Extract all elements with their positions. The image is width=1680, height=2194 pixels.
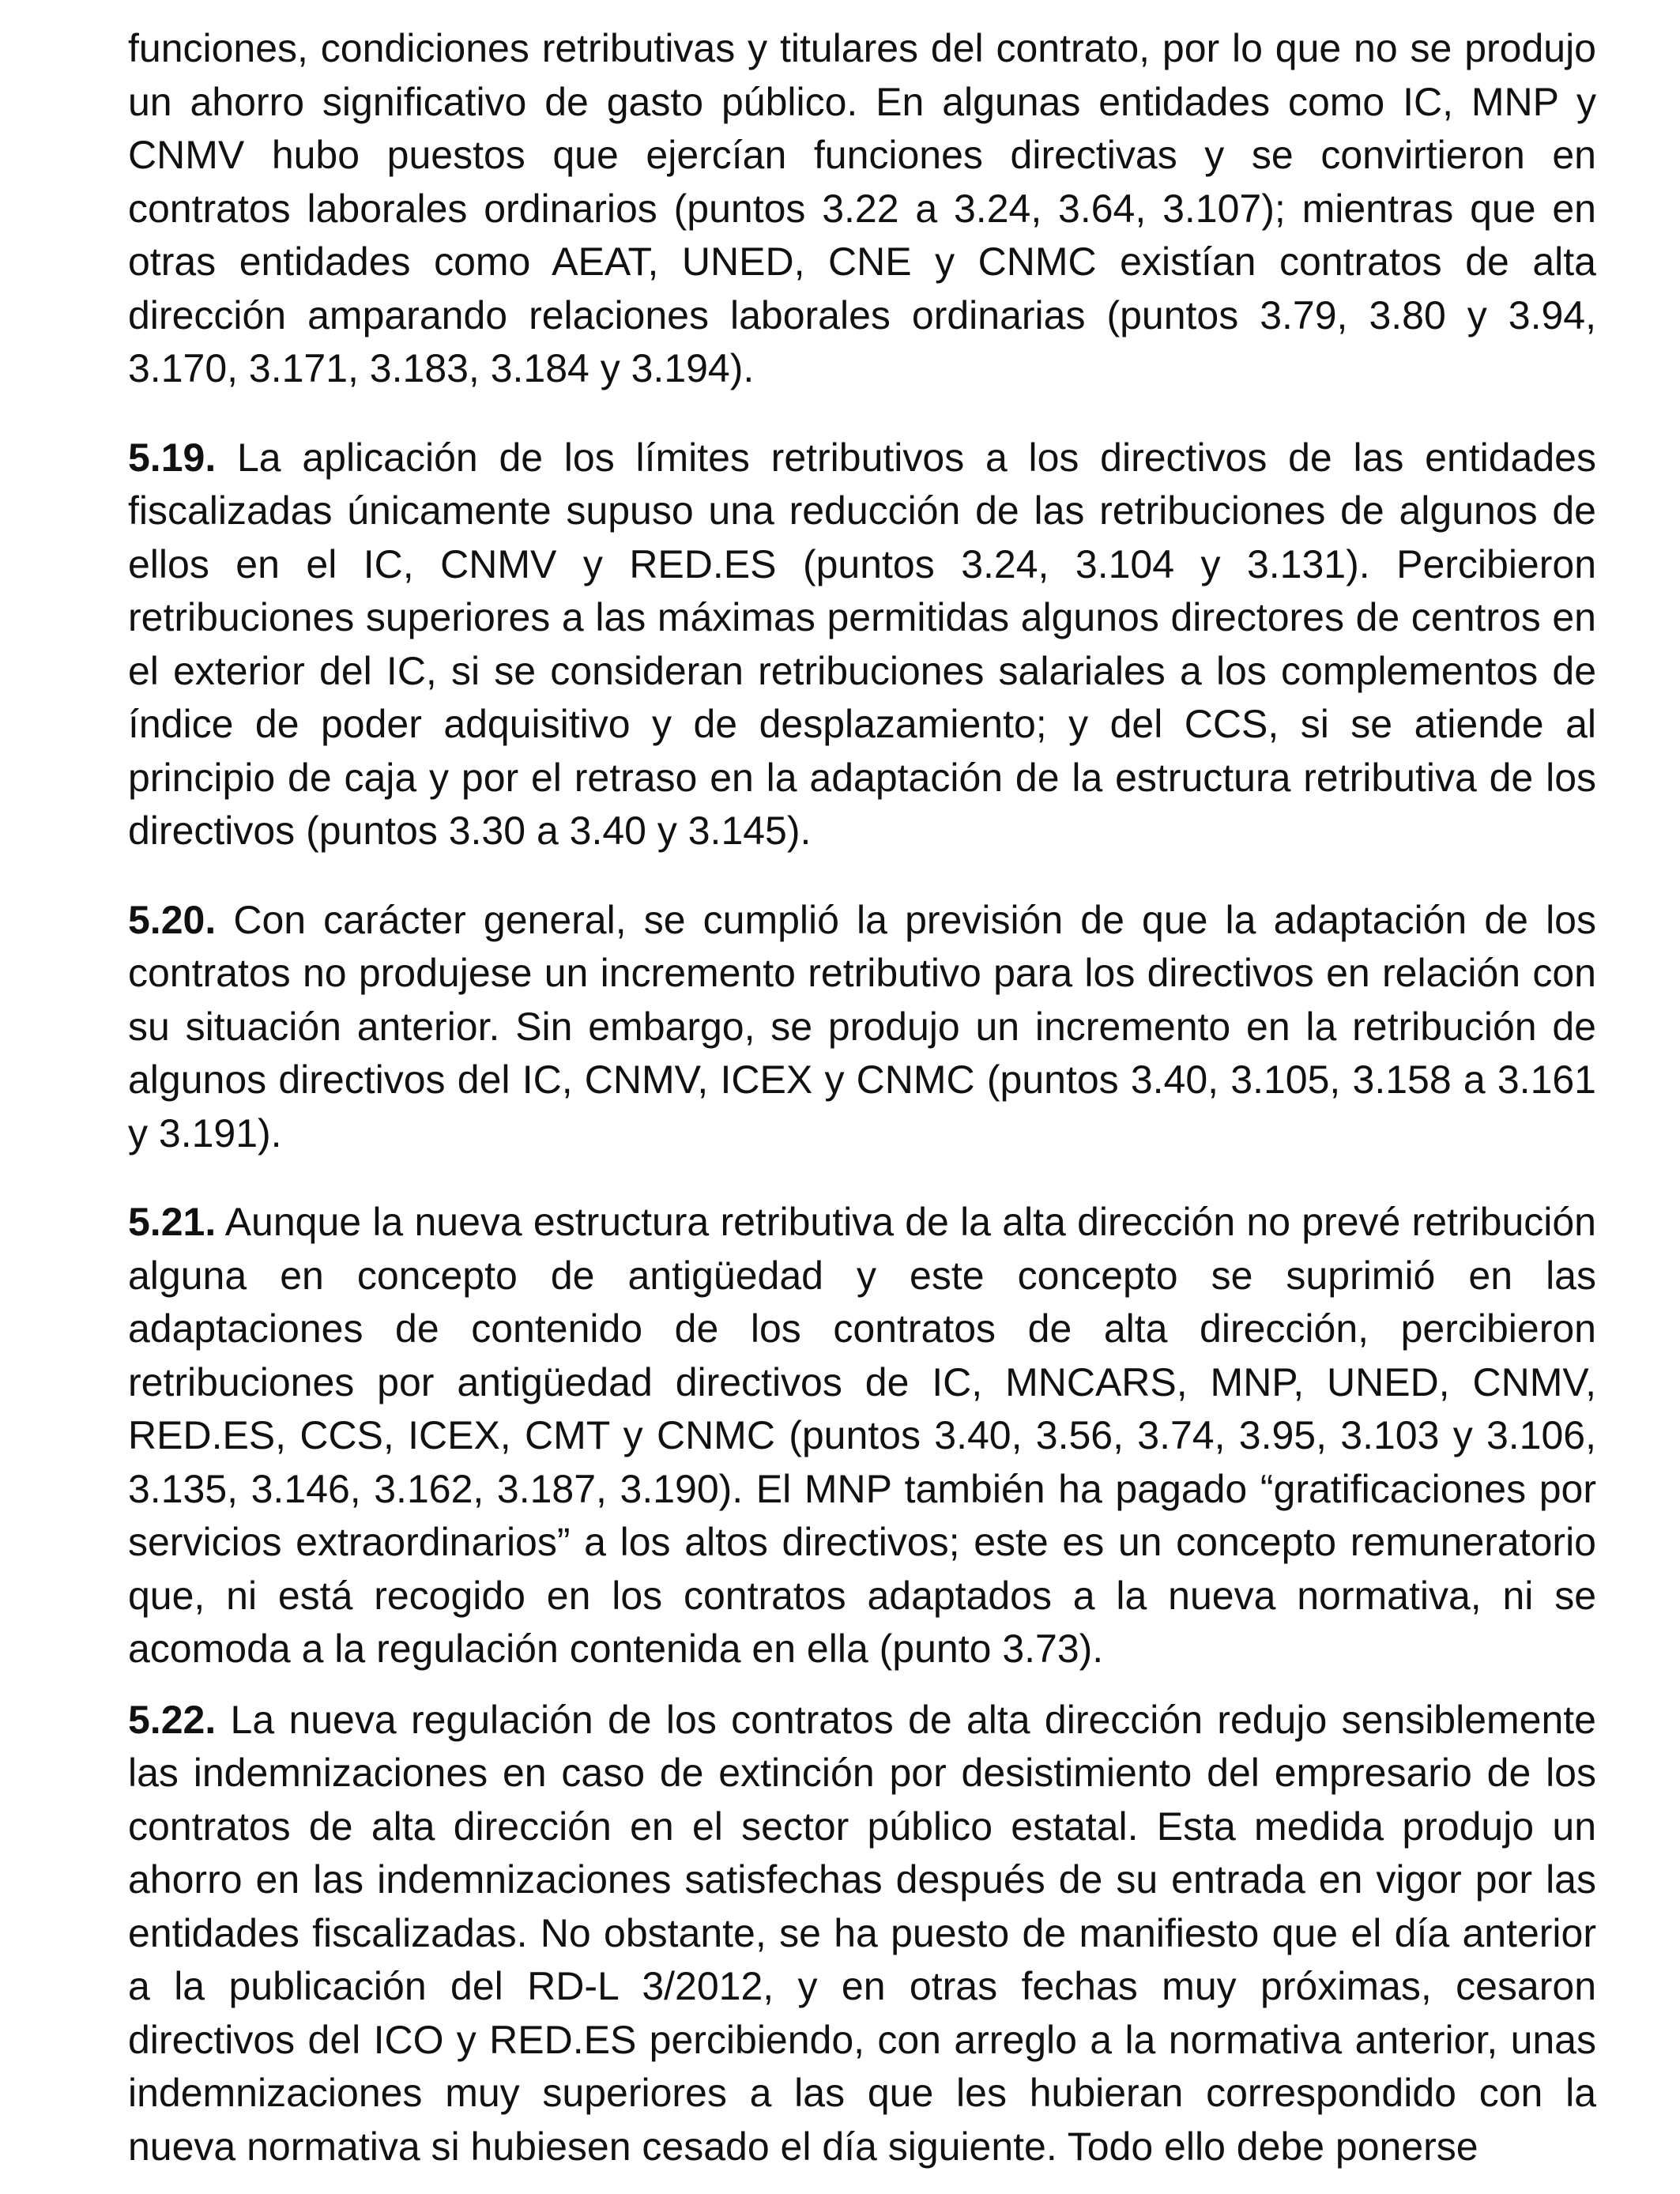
paragraph-text: La aplicación de los límites retributivos a los directivos de las entidades fiscalizadas únicamente supuso una reducción de las retribuciones de algunos de ellos en el IC, CNMV y RED.ES (puntos 3.24, 3.104 y 3.131). Percibieron retribuciones superiores a las máximas permitidas algunos directores de centros en el exterior del IC, si se consideran retribuciones salariales a los complementos de índice de poder adquisitivo y de desplazamiento; y del CCS, si se atiende al principio de caja y por el retraso en la adaptación de la estructura retributiva de los directivos (puntos 3.30 a 3.40 y 3.145).: [128, 435, 1596, 853]
paragraph-number: 5.21.: [128, 1200, 217, 1244]
paragraph-text: funciones, condiciones retributivas y titulares del contrato, por lo que no se produjo un ahorro significativo de gasto público. En algunas entidades como IC, MNP y CNMV hubo puestos que ejercían funciones directivas y se convirtieron en contratos laborales ordinarios (puntos 3.22 a 3.24, 3.64, 3.107); mientras que en otras entidades como AEAT, UNED, CNE y CNMC existían contratos de alta dirección amparando relaciones laborales ordinarias (puntos 3.79, 3.80 y 3.94, 3.170, 3.171, 3.183, 3.184 y 3.194).: [128, 26, 1596, 390]
paragraph-number: 5.20.: [128, 897, 217, 942]
document-page: [128, 22, 1596, 2173]
paragraph-number: 5.22.: [128, 1697, 217, 1742]
paragraph-5-20: [128, 894, 1596, 1161]
paragraph-text: Con carácter general, se cumplió la previsión de que la adaptación de los contratos no produjese un incremento retributivo para los directivos en relación con su situación anterior. Sin embargo, se produjo un incremento en la retribución de algunos directivos del IC, CNMV, ICEX y CNMC (puntos 3.40, 3.105, 3.158 a 3.161 y 3.191).: [128, 897, 1596, 1155]
paragraph-text: La nueva regulación de los contratos de alta dirección redujo sensiblemente las indemnizaciones en caso de extinción por desistimiento del empresario de los contratos de alta dirección en el sector público estatal. Esta medida produjo un ahorro en las indemnizaciones satisfechas después de su entrada en vigor por las entidades fiscalizadas. No obstante, se ha puesto de manifiesto que el día anterior a la publicación del RD-L 3/2012, y en otras fechas muy próximas, cesaron directivos del ICO y RED.ES percibiendo, con arreglo a la normativa anterior, unas indemnizaciones muy superiores a las que les hubieran correspondido con la nueva normativa si hubiesen cesado el día siguiente. Todo ello debe ponerse: [128, 1697, 1596, 2169]
paragraph-5-22: [128, 1694, 1596, 2174]
paragraph-number: 5.19.: [128, 435, 217, 480]
paragraph-5-19: [128, 432, 1596, 858]
paragraph-5-21: [128, 1196, 1596, 1676]
paragraph-continuation: [128, 22, 1596, 396]
paragraph-text: Aunque la nueva estructura retributiva de la alta dirección no prevé retribución alguna en concepto de antigüedad y este concepto se suprimió en las adaptaciones de contenido de los contratos de alta dirección, percibieron retribuciones por antigüedad directivos de IC, MNCARS, MNP, UNED, CNMV, RED.ES, CCS, ICEX, CMT y CNMC (puntos 3.40, 3.56, 3.74, 3.95, 3.103 y 3.106, 3.135, 3.146, 3.162, 3.187, 3.190). El MNP también ha pagado “gratificaciones por servicios extraordinarios” a los altos directivos; este es un concepto remuneratorio que, ni está recogido en los contratos adaptados a la nueva normativa, ni se acomoda a la regulación contenida en ella (punto 3.73).: [128, 1200, 1596, 1671]
